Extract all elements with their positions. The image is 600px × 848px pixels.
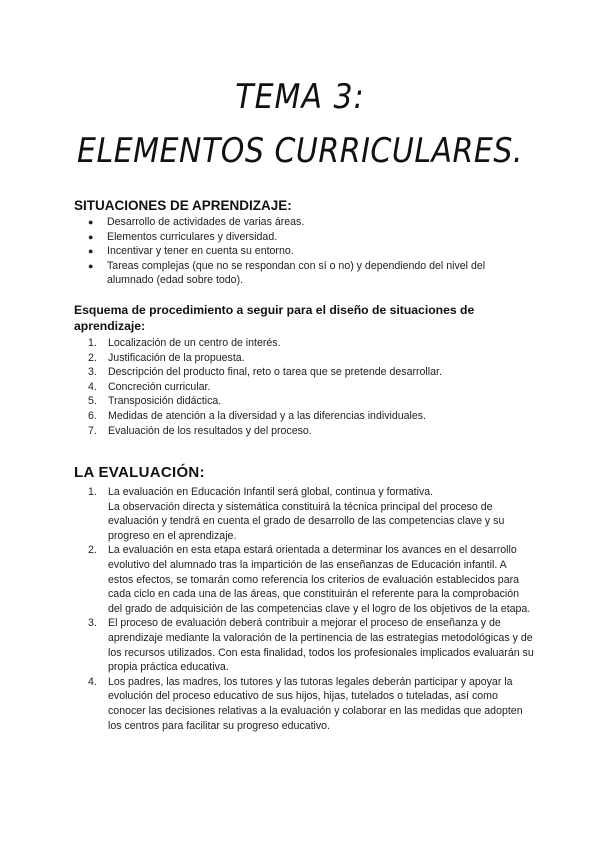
- bullet-icon: ●: [88, 246, 94, 257]
- numbered-list-evaluacion: [74, 485, 534, 733]
- list-item: 1. La evaluación en Educación Infantil será global, continua y formativa. La observación directa y sistemática constituirá la técnica principal del proceso de evaluación y tendrá en cuenta el grado de desarrollo de las competencias clave y su progreso en el aprendizaje.: [88, 486, 505, 542]
- section-heading-situaciones: SITUACIONES DE APRENDIZAJE:: [74, 198, 292, 213]
- title-line-1: TEMA 3:: [235, 77, 365, 118]
- section-heading-evaluacion: LA EVALUACIÓN:: [74, 464, 205, 481]
- list-item: 1. Localización de un centro de interés.: [88, 337, 281, 349]
- list-item: ● Incentivar y tener en cuenta su entorno.: [88, 245, 294, 258]
- list-item: 4. Concreción curricular.: [88, 380, 211, 393]
- section-heading-esquema: Esquema de procedimiento a seguir para el diseño de situaciones de aprendizaje:: [74, 303, 475, 333]
- list-item: 3. Descripción del producto final, reto o tarea que se pretende desarrollar.: [88, 366, 442, 379]
- list-item: 5. Transposición didáctica.: [88, 395, 222, 408]
- section-esquema: [74, 302, 534, 438]
- bullet-icon: ●: [88, 231, 94, 242]
- list-item: 3. El proceso de evaluación deberá contribuir a mejorar el proceso de enseñanza y de aprendizaje mediante la valoración de la pertinencia de las estrategias metodológicas y de los recursos utilizados. Con esta finalidad, todos los profesionales implicados evaluarán su propia práctica educativa.: [88, 617, 534, 674]
- list-item: ● Tareas complejas (que no se respondan con sí o no) y dependiendo del nivel del alumnado (edad sobre todo).: [88, 259, 486, 287]
- section-situaciones: [74, 198, 534, 288]
- list-item: ● Elementos curriculares y diversidad.: [88, 230, 278, 243]
- section-evaluacion: [74, 464, 534, 733]
- numbered-list-esquema: [74, 336, 534, 438]
- list-item: ● Desarrollo de actividades de varias áreas.: [88, 216, 305, 228]
- list-item: 7. Evaluación de los resultados y del proceso.: [88, 424, 312, 437]
- list-item: 2. La evaluación en esta etapa estará orientada a determinar los avances en el desarrollo evolutivo del alumnado tras la impartición de las enseñanzas de Educación infantil. A estos efectos, se tomarán como referencia los criterios de evaluación establecidos para cada ciclo en cada una de las áreas, que constituirán el referente para la comprobación del grado de adquisición de las competencias clave y el logro de los objetivos de la etapa.: [88, 544, 531, 615]
- bullet-list-situaciones: [74, 215, 534, 288]
- list-item: 4. Los padres, las madres, los tutores y las tutoras legales deberán participar y apoyar la evolución del proceso educativo de sus hijos, hijas, tutelados o tuteladas, así como conocer las decisiones relativas a la evaluación y colaborar en las medidas que adopten los centros para facilitar su progreso educativo.: [88, 675, 523, 732]
- bullet-icon: ●: [88, 217, 94, 227]
- bullet-icon: ●: [88, 260, 94, 271]
- title-line-2: ELEMENTOS CURRICULARES.: [77, 131, 523, 172]
- list-item: 2. Justificación de la propuesta.: [88, 351, 245, 364]
- list-item: 6. Medidas de atención a la diversidad y a las diferencias individuales.: [88, 409, 426, 422]
